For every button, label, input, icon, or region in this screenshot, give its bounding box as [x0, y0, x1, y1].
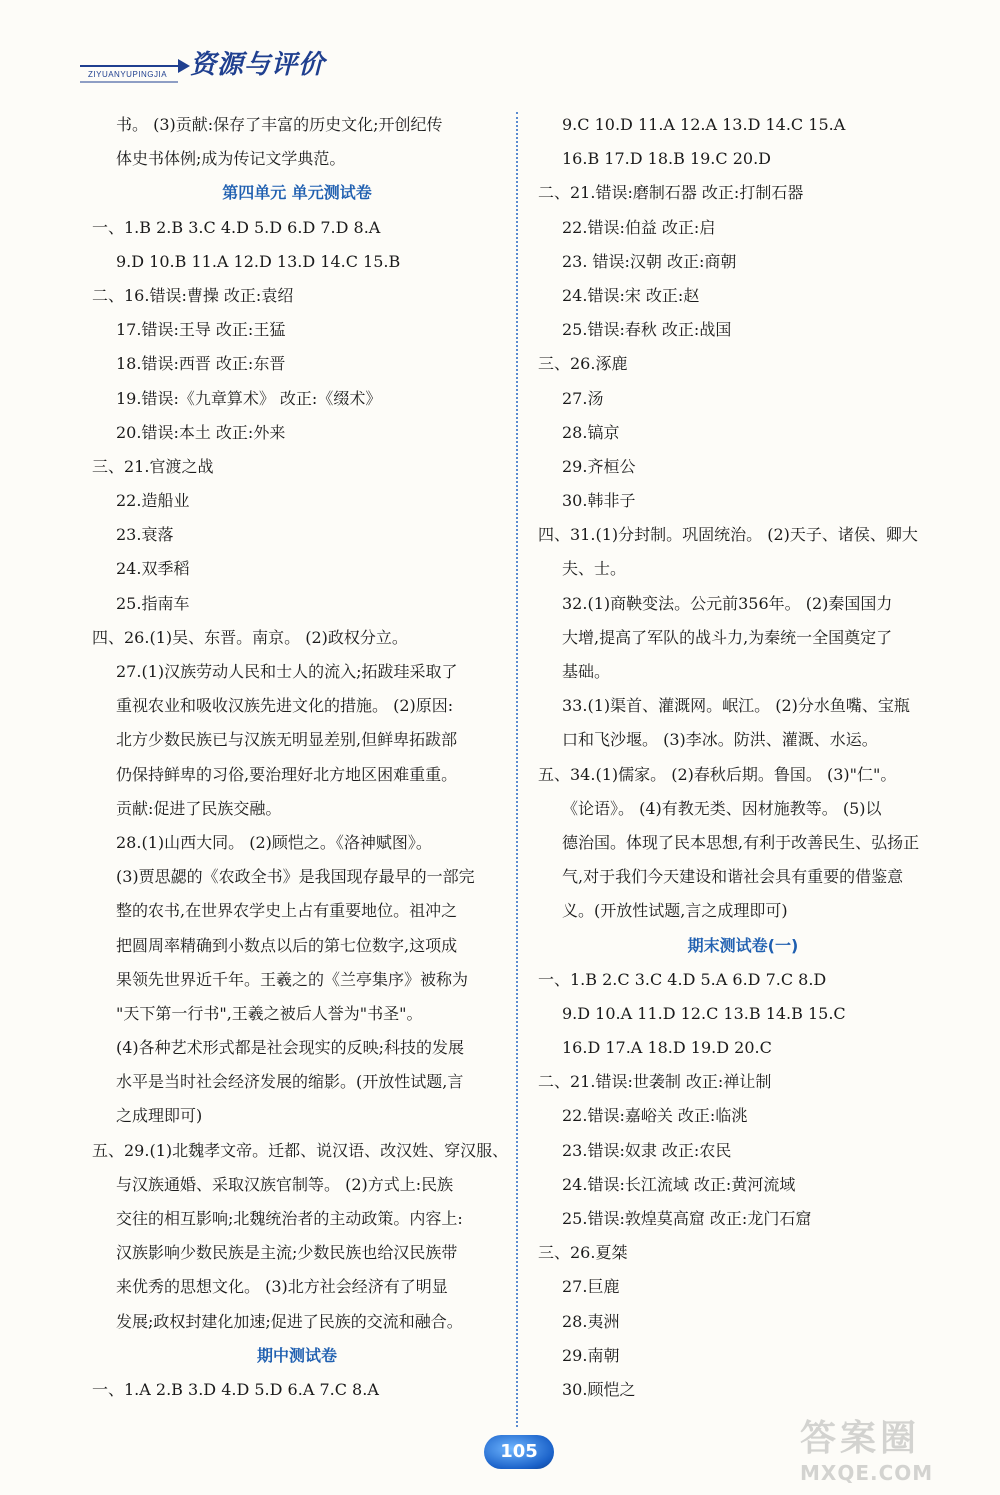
page-header — [78, 42, 348, 88]
answer-line: 果领先世界近千年。王羲之的《兰亭集序》被称为 — [116, 969, 469, 989]
answer-line: 《论语》。 (4)有教无类、因材施教等。 (5)以 — [562, 798, 882, 818]
answer-line: (4)各种艺术形式都是社会现实的反映;科技的发展 — [116, 1038, 465, 1058]
answer-line: 24.双季稻 — [116, 559, 190, 579]
left-column — [92, 108, 509, 1407]
answer-line: 22.错误:伯益 改正:启 — [562, 217, 716, 237]
answer-line: 28.夷洲 — [562, 1311, 620, 1331]
answer-line: 一、1.A 2.B 3.D 4.D 5.D 6.A 7.C 8.A — [92, 1379, 379, 1399]
answer-line: 24.错误:长江流域 改正:黄河流域 — [562, 1174, 796, 1194]
answer-line: 28.(1)山西大同。 (2)顾恺之。《洛神赋图》。 — [116, 832, 432, 852]
answer-line: 22.造船业 — [116, 491, 190, 511]
answer-line: "天下第一行书",王羲之被后人誉为"书圣"。 — [116, 1003, 423, 1023]
answer-line: 16.D 17.A 18.D 19.D 20.C — [562, 1038, 772, 1058]
answer-line: 仍保持鲜卑的习俗,要治理好北方地区困难重重。 — [116, 764, 458, 784]
answer-line: 一、1.B 2.B 3.C 4.D 5.D 6.D 7.D 8.A — [92, 217, 381, 237]
page-number: 105 — [484, 1435, 554, 1469]
answer-line: 二、21.错误:磨制石器 改正:打制石器 — [538, 183, 804, 203]
answer-line: 18.错误:西晋 改正:东晋 — [116, 354, 286, 374]
answer-line: 25.错误:春秋 改正:战国 — [562, 320, 732, 340]
answer-line: 书。 (3)贡献:保存了丰富的历史文化;开创纪传 — [116, 115, 443, 134]
answer-line: 之成理即可) — [116, 1106, 203, 1126]
answer-line: 29.南朝 — [562, 1345, 620, 1365]
answer-line: 来优秀的思想文化。 (3)北方社会经济有了明显 — [116, 1277, 448, 1297]
answer-line: 30.顾恺之 — [562, 1379, 636, 1399]
answer-line: 27.汤 — [562, 388, 604, 408]
answer-line: 气,对于我们今天建设和谐社会具有重要的借鉴意 — [562, 867, 904, 887]
answer-line: 9.D 10.B 11.A 12.D 13.D 14.C 15.B — [116, 251, 401, 271]
answer-line: 17.错误:王导 改正:王猛 — [116, 320, 286, 340]
answer-line: 22.错误:嘉峪关 改正:临洮 — [562, 1106, 748, 1126]
answer-line: 三、26.涿鹿 — [538, 354, 628, 374]
watermark-bottom: MXQE.COM — [800, 1461, 934, 1485]
header-title: 资源与评价 — [190, 50, 326, 80]
answer-line: 五、29.(1)北魏孝文帝。迁都、说汉语、改汉姓、穿汉服、 — [92, 1140, 509, 1160]
answer-line: 25.错误:敦煌莫高窟 改正:龙门石窟 — [562, 1209, 812, 1228]
answer-line: 义。(开放性试题,言之成理即可) — [562, 901, 788, 921]
answer-line: 27.(1)汉族劳动人民和士人的流入;拓跋珪采取了 — [116, 662, 458, 681]
answer-line: 五、34.(1)儒家。 (2)春秋后期。鲁国。 (3)"仁"。 — [538, 764, 897, 784]
answer-line: 四、31.(1)分封制。巩固统治。 (2)天子、诸侯、卿大 — [538, 525, 918, 545]
answer-line: 9.D 10.A 11.D 12.C 13.B 14.B 15.C — [562, 1003, 846, 1023]
answer-line: 发展;政权封建化加速;促进了民族的交流和融合。 — [116, 1311, 463, 1331]
answer-line: 与汉族通婚、采取汉族官制等。 (2)方式上:民族 — [116, 1174, 454, 1194]
answer-line: 体史书体例;成为传记文学典范。 — [116, 149, 346, 169]
answer-line: 24.错误:宋 改正:赵 — [562, 285, 700, 305]
answer-line: 20.错误:本土 改正:外来 — [116, 422, 286, 442]
section-title: 第四单元 单元测试卷 — [222, 183, 372, 203]
answer-line: 33.(1)渠首、灌溉网。岷江。 (2)分水鱼嘴、宝瓶 — [562, 696, 910, 716]
answer-line: 基础。 — [562, 662, 611, 681]
section-title: 期末测试卷(一) — [687, 935, 799, 955]
answer-line: 交往的相互影响;北魏统治者的主动政策。内容上: — [116, 1209, 463, 1228]
answer-line: 三、26.夏桀 — [538, 1243, 628, 1263]
watermark — [800, 1410, 990, 1485]
answer-line: 德治国。体现了民本思想,有利于改善民生、弘扬正 — [562, 832, 920, 852]
section-title: 期中测试卷 — [256, 1345, 337, 1365]
answer-line: 23.错误:奴隶 改正:农民 — [562, 1140, 732, 1160]
answer-line: 大增,提高了军队的战斗力,为秦统一全国奠定了 — [562, 627, 893, 647]
header-pinyin: ZIYUANYUPINGJIA — [88, 70, 168, 79]
answer-line: 30.韩非子 — [562, 491, 636, 511]
answer-line: 重视农业和吸收汉族先进文化的措施。 (2)原因: — [116, 696, 454, 716]
answer-line: 三、21.官渡之战 — [92, 456, 214, 476]
answer-line: (3)贾思勰的《农政全书》是我国现存最早的一部完 — [116, 867, 475, 887]
watermark-top: 答案圈 — [800, 1418, 921, 1459]
answer-line: 整的农书,在世界农学史上占有重要地位。祖冲之 — [116, 901, 458, 921]
column-divider — [516, 112, 518, 1427]
answer-line: 25.指南车 — [116, 593, 190, 613]
answer-line: 9.C 10.D 11.A 12.A 13.D 14.C 15.A — [562, 115, 846, 134]
answer-line: 27.巨鹿 — [562, 1277, 620, 1297]
answer-line: 16.B 17.D 18.B 19.C 20.D — [562, 149, 771, 169]
answer-line: 一、1.B 2.C 3.C 4.D 5.A 6.D 7.C 8.D — [538, 969, 827, 989]
answer-line: 贡献:促进了民族交融。 — [116, 798, 282, 818]
answer-line: 汉族影响少数民族是主流;少数民族也给汉民族带 — [116, 1243, 458, 1263]
answer-line: 夫、士。 — [562, 559, 627, 579]
answer-line: 23. 错误:汉朝 改正:商朝 — [562, 251, 737, 271]
answer-line: 29.齐桓公 — [562, 456, 636, 476]
answer-line: 19.错误:《九章算术》 改正:《缀术》 — [116, 388, 382, 408]
answer-line: 28.镐京 — [562, 422, 620, 442]
answer-line: 北方少数民族已与汉族无明显差别,但鲜卑拓跋部 — [116, 730, 458, 750]
answer-line: 水平是当时社会经济发展的缩影。(开放性试题,言 — [116, 1072, 464, 1092]
answer-line: 把圆周率精确到小数点以后的第七位数字,这项成 — [116, 935, 458, 955]
answer-line: 二、16.错误:曹操 改正:袁绍 — [92, 285, 294, 305]
answer-line: 32.(1)商鞅变法。公元前356年。 (2)秦国国力 — [562, 593, 893, 613]
answer-line: 四、26.(1)吴、东晋。南京。 (2)政权分立。 — [92, 627, 408, 647]
answer-line: 口和飞沙堰。 (3)李冰。防洪、灌溉、水运。 — [562, 730, 878, 750]
answer-line: 23.衰落 — [116, 525, 174, 545]
answer-line: 二、21.错误:世袭制 改正:禅让制 — [538, 1072, 772, 1092]
right-column — [538, 108, 948, 1407]
header-arrow-icon — [78, 42, 198, 88]
